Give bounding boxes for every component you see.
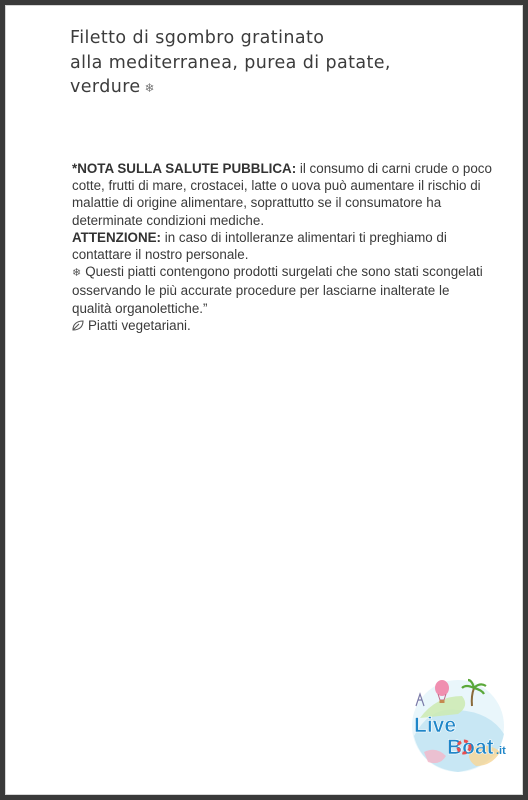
health-note [72,160,492,229]
menu-page [5,5,523,795]
attention-note-text: in caso di intolleranze alimentari ti preghiamo di contattare il nostro personale. [72,229,447,263]
menu-notes [72,160,492,336]
logo-text-boat: Boat [447,736,494,759]
attention-note-heading: ATTENZIONE: [72,229,162,245]
liveboat-logo [400,666,518,786]
health-note-text: il consumo di carni crude o poco cotte, frutti di mare, crostacei, latte o uova può aumentare il rischio di malattie di origine alimentare, soprattutto se il consumatore ha determinate condizioni mediche. [72,161,492,228]
logo-text-tld: .it [496,745,506,757]
dish-title-line: Filetto di sgombro gratinato [70,28,325,48]
vegetarian-note-text: Piatti vegetariani. [88,317,191,333]
vegetarian-note [72,317,492,336]
frozen-note [72,263,492,317]
leaf-icon [72,321,84,333]
dish-title-line: alla mediterranea, purea di patate, [70,52,391,73]
dish-title-line: verdure ❄ [70,77,156,97]
logo-text-live: Live [414,714,457,737]
snowflake-icon: ❄ [72,267,82,280]
dish-title [70,26,490,101]
frozen-note-text: Questi piatti contengono prodotti surgelati che sono stati scongelati osservando le più accurate procedure per lasciarne inalterate le qualità organolettiche.” [72,264,483,316]
attention-note [72,229,492,263]
health-note-heading: *NOTA SULLA SALUTE PUBBLICA: [72,161,297,176]
snowflake-icon: ❄ [144,81,156,95]
